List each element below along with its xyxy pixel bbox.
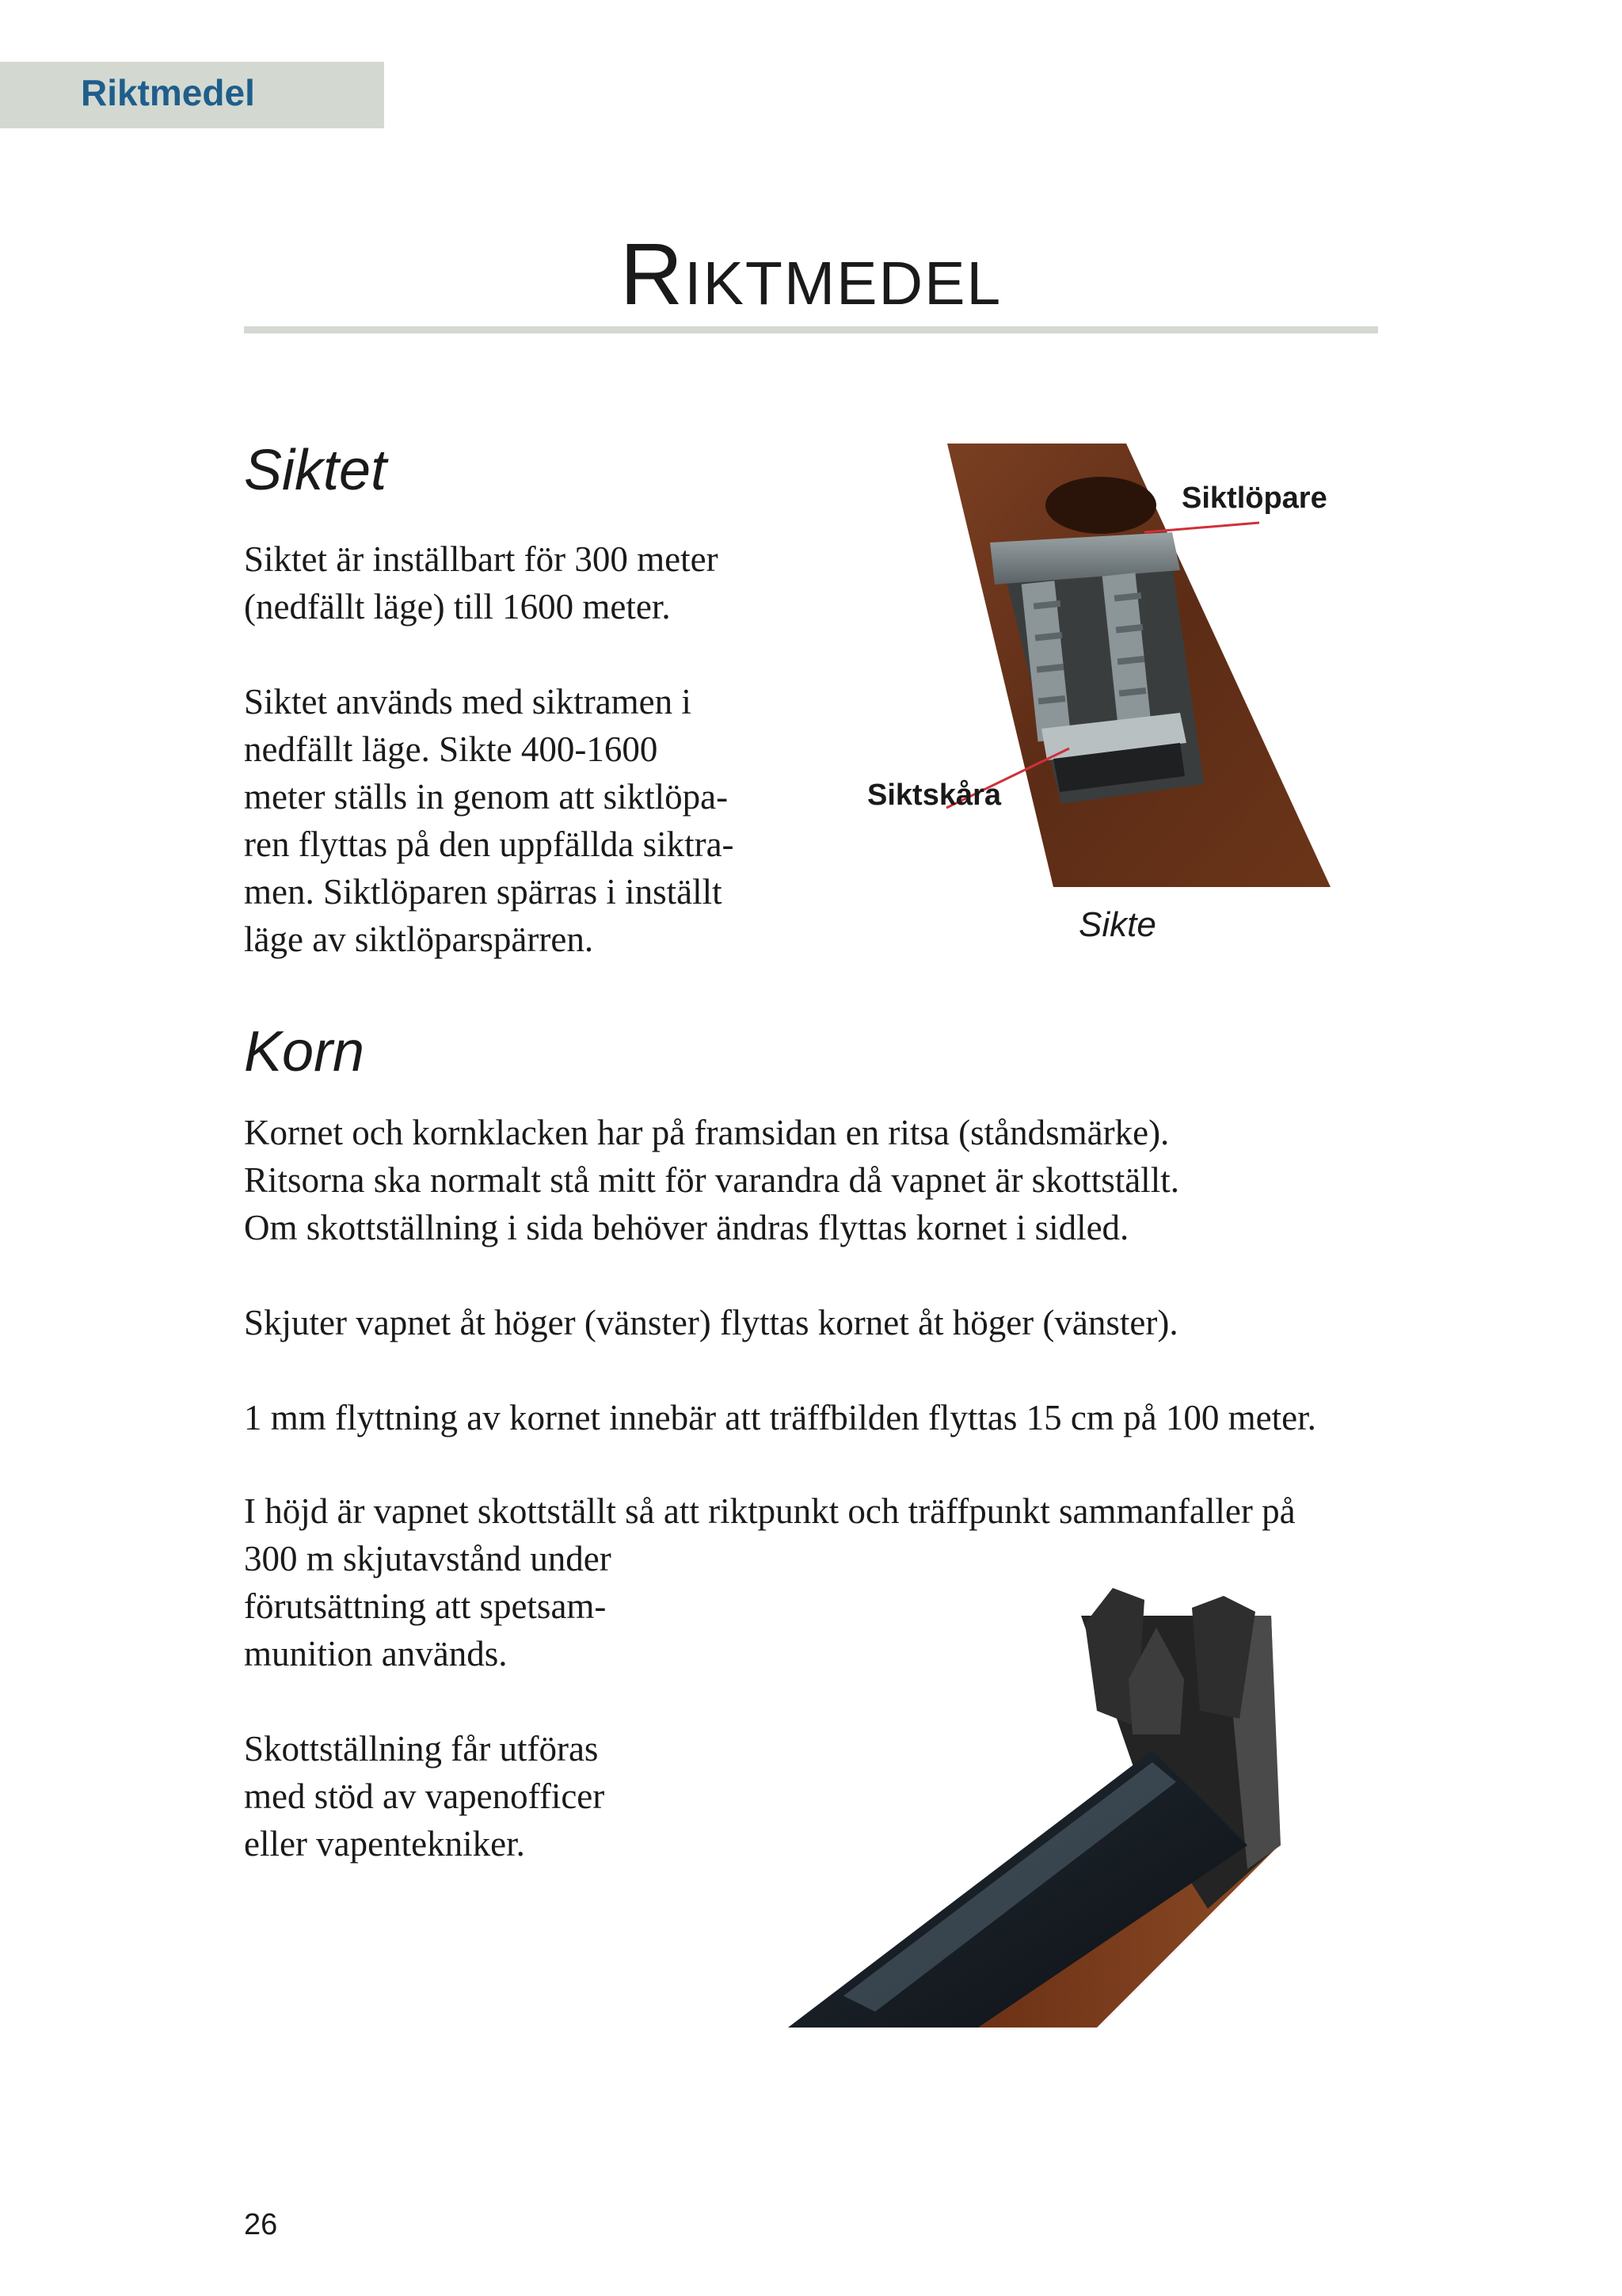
title-rule: [244, 326, 1378, 333]
korn-heading: Korn: [244, 1020, 365, 1083]
section-tab: [0, 62, 384, 128]
siktet-paragraph-1: Siktet är inställbart för 300 meter (nedfällt läge) till 1600 meter.: [244, 539, 718, 626]
korn-paragraph-5: Skottställning får utföras med stöd av vapenofficer eller vapentekniker.: [244, 1729, 605, 1864]
siktet-heading: Siktet: [244, 439, 387, 502]
label-siktlopare: Siktlöpare: [1182, 482, 1327, 515]
korn-paragraph-3: 1 mm flyttning av kornet innebär att träffbilden flyttas 15 cm på 100 meter.: [244, 1398, 1316, 1437]
page-number: 26: [244, 2208, 278, 2241]
front-sight-photo: [780, 1584, 1295, 2035]
label-siktskara: Siktskåra: [867, 779, 1002, 812]
korn-paragraph-1: Kornet och kornklacken har på framsidan en ritsa (ståndsmärke). Ritsorna ska normalt stå mitt för varandra då vapnet är skottställt. Om skottställning i sida behöver ändras flyttas kornet i sidled.: [244, 1113, 1179, 1247]
korn-paragraph-4: I höjd är vapnet skottställt så att riktpunkt och träffpunkt sammanfaller på 300 m skjutavstånd under förutsättning att spetsam- munition används.: [244, 1491, 1296, 1673]
korn-paragraph-2: Skjuter vapnet åt höger (vänster) flyttas kornet åt höger (vänster).: [244, 1303, 1178, 1342]
page-title: Riktmedel: [619, 226, 1003, 323]
siktet-paragraph-2: Siktet används med siktramen i nedfällt läge. Sikte 400-1600 meter ställs in genom att siktlöpa- ren flyttas på den uppfällda siktra- men. Siktlöparen spärras i inställt läge av siktlöparspärren.: [244, 682, 734, 959]
section-tab-label: Riktmedel: [81, 72, 255, 113]
sight-caption: Sikte: [1079, 905, 1156, 944]
